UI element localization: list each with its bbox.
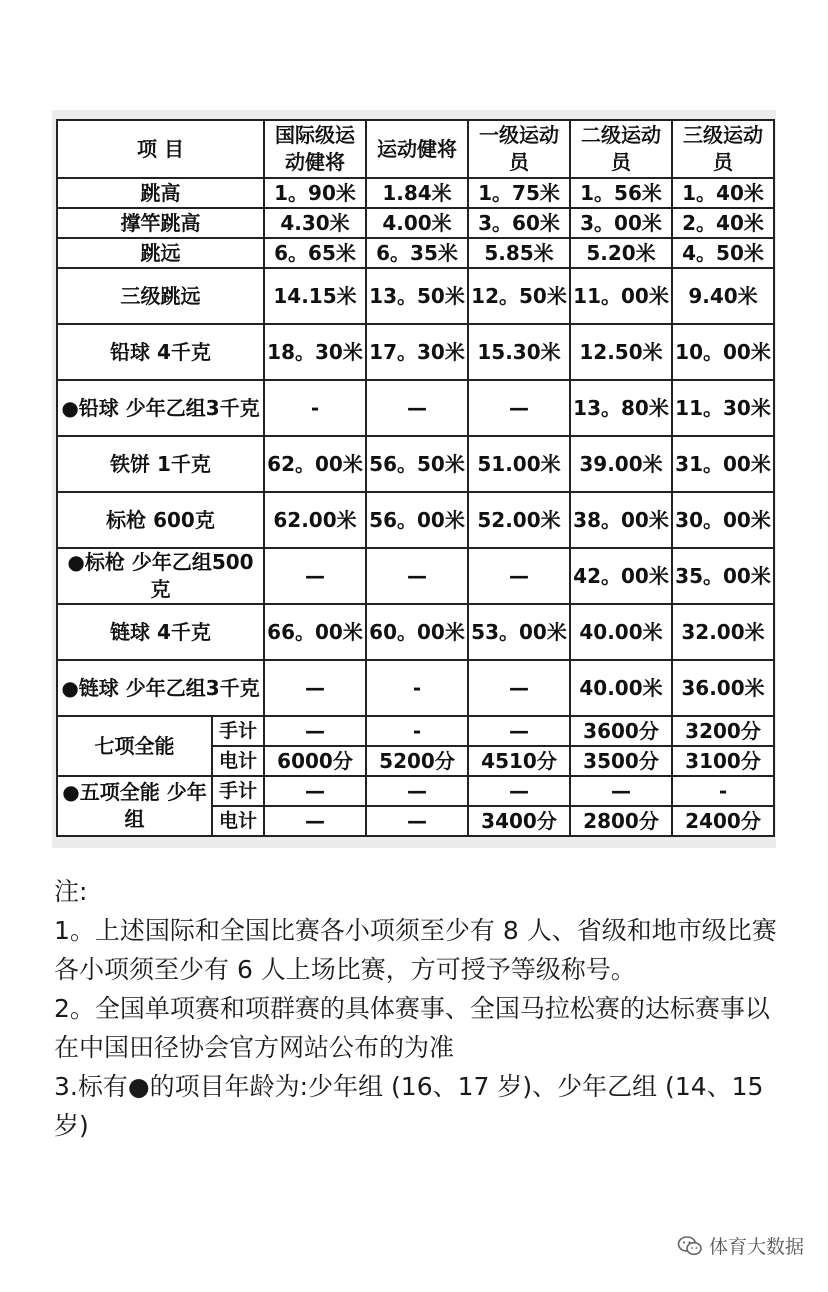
table-row xyxy=(57,178,774,208)
standard-value-cell: 56。50米 xyxy=(366,436,468,492)
standard-value-cell: - xyxy=(264,380,366,436)
standard-value-cell: 53。00米 xyxy=(468,604,570,660)
event-name-cell: ●标枪 少年乙组500克 xyxy=(57,548,264,604)
standard-value-cell: 3400分 xyxy=(468,806,570,836)
event-name-cell: ●链球 少年乙组3千克 xyxy=(57,660,264,716)
header-level-cell: 国际级运动健将 xyxy=(264,120,366,178)
standard-value-cell: 35。00米 xyxy=(672,548,774,604)
event-name-cell: 铅球 4千克 xyxy=(57,324,264,380)
standard-value-cell: 4。50米 xyxy=(672,238,774,268)
header-level-cell: 运动健将 xyxy=(366,120,468,178)
standard-value-cell: — xyxy=(264,548,366,604)
standard-value-cell: 13。80米 xyxy=(570,380,672,436)
standard-value-cell: 14.15米 xyxy=(264,268,366,324)
standard-value-cell: 12.50米 xyxy=(570,324,672,380)
standard-value-cell: - xyxy=(672,776,774,806)
timing-label-cell: 手计 xyxy=(212,776,264,806)
standard-value-cell: 3。00米 xyxy=(570,208,672,238)
standard-value-cell: - xyxy=(366,716,468,746)
standard-value-cell: — xyxy=(366,806,468,836)
standard-value-cell: — xyxy=(468,548,570,604)
table-row xyxy=(57,380,774,436)
standard-value-cell: — xyxy=(570,776,672,806)
table-row xyxy=(57,436,774,492)
standard-value-cell: 39.00米 xyxy=(570,436,672,492)
header-item-cell: 项 目 xyxy=(57,120,264,178)
standard-value-cell: 11。30米 xyxy=(672,380,774,436)
standard-value-cell: 6000分 xyxy=(264,746,366,776)
standards-table xyxy=(56,119,775,837)
timing-label-cell: 手计 xyxy=(212,716,264,746)
standard-value-cell: 12。50米 xyxy=(468,268,570,324)
event-name-cell: 标枪 600克 xyxy=(57,492,264,548)
event-name-cell: 撑竿跳高 xyxy=(57,208,264,238)
standard-value-cell: — xyxy=(468,716,570,746)
standard-value-cell: 17。30米 xyxy=(366,324,468,380)
notes-section xyxy=(54,872,794,1145)
standard-value-cell: 6。65米 xyxy=(264,238,366,268)
timing-label-cell: 电计 xyxy=(212,806,264,836)
event-name-cell: 跳远 xyxy=(57,238,264,268)
standard-value-cell: 32.00米 xyxy=(672,604,774,660)
header-level-cell: 二级运动员 xyxy=(570,120,672,178)
note-item-2: 2。全国单项赛和项群赛的具体赛事、全国马拉松赛的达标赛事以在中国田径协会官方网站公布的为准 xyxy=(54,994,770,1062)
standard-value-cell: 30。00米 xyxy=(672,492,774,548)
standard-value-cell: 38。00米 xyxy=(570,492,672,548)
standard-value-cell: 40.00米 xyxy=(570,604,672,660)
standard-value-cell: 15.30米 xyxy=(468,324,570,380)
event-name-cell: 跳高 xyxy=(57,178,264,208)
standard-value-cell: 60。00米 xyxy=(366,604,468,660)
watermark-text: 体育大数据 xyxy=(708,1236,804,1258)
standard-value-cell: 1。40米 xyxy=(672,178,774,208)
table-row xyxy=(57,324,774,380)
standard-value-cell: 3100分 xyxy=(672,746,774,776)
standard-value-cell: — xyxy=(366,380,468,436)
standard-value-cell: 6。35米 xyxy=(366,238,468,268)
standard-value-cell: — xyxy=(468,660,570,716)
standard-value-cell: 1。56米 xyxy=(570,178,672,208)
standard-value-cell: 1。90米 xyxy=(264,178,366,208)
standard-value-cell: 4.30米 xyxy=(264,208,366,238)
standard-value-cell: 51.00米 xyxy=(468,436,570,492)
table-row xyxy=(57,548,774,604)
standard-value-cell: 3500分 xyxy=(570,746,672,776)
table-row xyxy=(57,208,774,238)
standard-value-cell: 4510分 xyxy=(468,746,570,776)
standard-value-cell: 2。40米 xyxy=(672,208,774,238)
table-row xyxy=(57,492,774,548)
wechat-icon xyxy=(677,1235,703,1257)
standard-value-cell: 11。00米 xyxy=(570,268,672,324)
combined-event-name-cell: ●五项全能 少年组 xyxy=(57,776,212,836)
watermark xyxy=(677,1232,804,1259)
standard-value-cell: 3。60米 xyxy=(468,208,570,238)
standard-value-cell: 62。00米 xyxy=(264,436,366,492)
standard-value-cell: — xyxy=(468,380,570,436)
standard-value-cell: 62.00米 xyxy=(264,492,366,548)
standard-value-cell: 66。00米 xyxy=(264,604,366,660)
note-item-3: 3.标有●的项目年龄为:少年组 (16、17 岁)、少年乙组 (14、15 岁) xyxy=(54,1072,764,1140)
table-row xyxy=(57,604,774,660)
standard-value-cell: 42。00米 xyxy=(570,548,672,604)
standard-value-cell: 13。50米 xyxy=(366,268,468,324)
standard-value-cell: — xyxy=(366,548,468,604)
event-name-cell: 三级跳远 xyxy=(57,268,264,324)
standard-value-cell: 40.00米 xyxy=(570,660,672,716)
standard-value-cell: — xyxy=(264,776,366,806)
event-name-cell: 链球 4千克 xyxy=(57,604,264,660)
standard-value-cell: 4.00米 xyxy=(366,208,468,238)
standard-value-cell: 5200分 xyxy=(366,746,468,776)
standard-value-cell: 52.00米 xyxy=(468,492,570,548)
event-name-cell: ●铅球 少年乙组3千克 xyxy=(57,380,264,436)
standard-value-cell: — xyxy=(264,716,366,746)
note-item-1: 1。上述国际和全国比赛各小项须至少有 8 人、省级和地市级比赛各小项须至少有 6 人上场比赛，方可授予等级称号。 xyxy=(54,916,777,984)
standard-value-cell: 31。00米 xyxy=(672,436,774,492)
header-row xyxy=(57,120,774,178)
header-level-cell: 三级运动员 xyxy=(672,120,774,178)
table-row xyxy=(57,238,774,268)
standard-value-cell: — xyxy=(468,776,570,806)
header-level-cell: 一级运动员 xyxy=(468,120,570,178)
standard-value-cell: 2400分 xyxy=(672,806,774,836)
standard-value-cell: 5.20米 xyxy=(570,238,672,268)
table-row xyxy=(57,660,774,716)
notes-heading: 注: xyxy=(54,877,88,906)
standard-value-cell: 10。00米 xyxy=(672,324,774,380)
combined-row xyxy=(57,716,774,746)
event-name-cell: 铁饼 1千克 xyxy=(57,436,264,492)
standard-value-cell: 1.84米 xyxy=(366,178,468,208)
standard-value-cell: 18。30米 xyxy=(264,324,366,380)
standard-value-cell: 2800分 xyxy=(570,806,672,836)
standard-value-cell: 3200分 xyxy=(672,716,774,746)
timing-label-cell: 电计 xyxy=(212,746,264,776)
standard-value-cell: 56。00米 xyxy=(366,492,468,548)
standard-value-cell: 1。75米 xyxy=(468,178,570,208)
standard-value-cell: - xyxy=(366,660,468,716)
standard-value-cell: 5.85米 xyxy=(468,238,570,268)
standard-value-cell: 9.40米 xyxy=(672,268,774,324)
standard-value-cell: — xyxy=(366,776,468,806)
table-row xyxy=(57,268,774,324)
standard-value-cell: — xyxy=(264,660,366,716)
combined-event-name-cell: 七项全能 xyxy=(57,716,212,776)
standard-value-cell: — xyxy=(264,806,366,836)
standard-value-cell: 3600分 xyxy=(570,716,672,746)
standard-value-cell: 36.00米 xyxy=(672,660,774,716)
combined-row xyxy=(57,776,774,806)
